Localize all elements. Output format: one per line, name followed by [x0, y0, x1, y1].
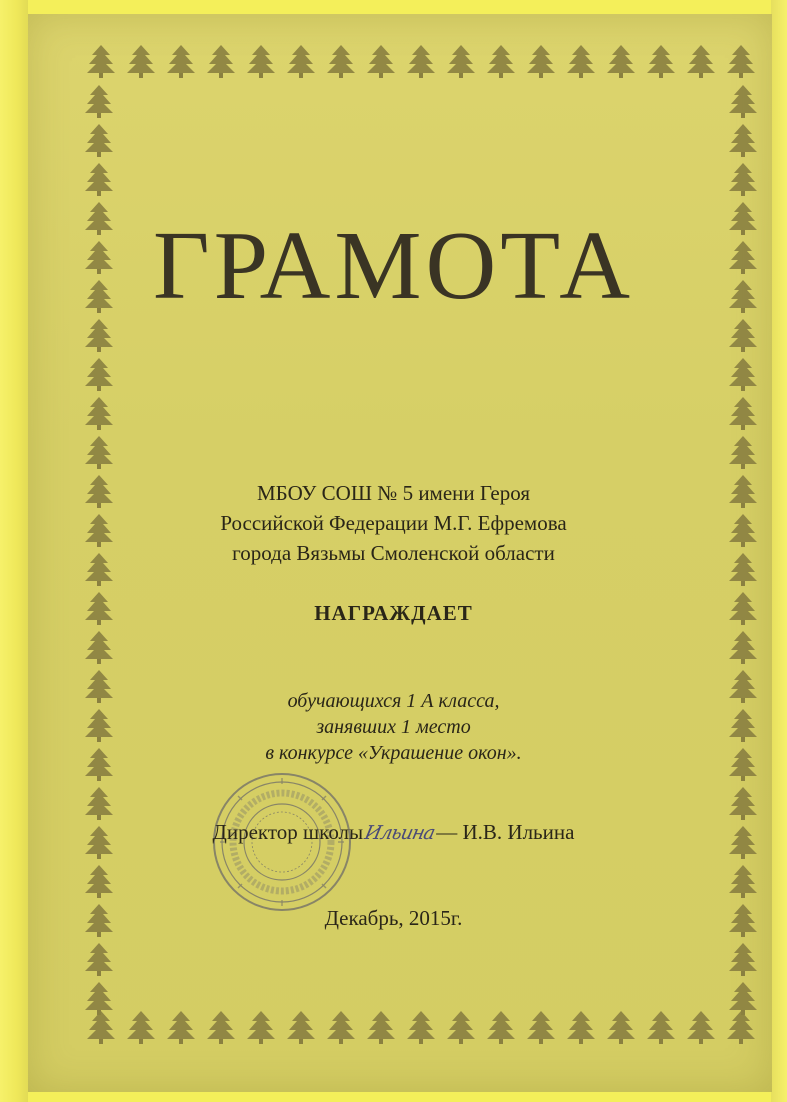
fir-tree-icon — [606, 44, 636, 78]
fir-tree-icon — [726, 44, 756, 78]
fir-tree-icon — [86, 1010, 116, 1044]
fir-tree-icon — [728, 630, 758, 664]
issue-date: Декабрь, 2015г. — [324, 906, 463, 930]
signature-line — [0, 820, 787, 845]
org-line-1: МБОУ СОШ № 5 имени Героя — [256, 481, 531, 505]
fir-tree-icon — [206, 44, 236, 78]
fir-tree-icon — [84, 864, 114, 898]
fir-tree-icon — [566, 1010, 596, 1044]
fir-tree-icon — [606, 1010, 636, 1044]
fir-tree-icon — [86, 44, 116, 78]
fir-tree-icon — [84, 630, 114, 664]
fir-tree-icon — [84, 162, 114, 196]
fir-tree-icon — [84, 123, 114, 157]
signer-name: И.В. Ильина — [462, 820, 575, 844]
fir-tree-icon — [566, 44, 596, 78]
fir-tree-icon — [526, 1010, 556, 1044]
fir-tree-icon — [166, 1010, 196, 1044]
handwritten-signature: Ильина — [362, 822, 437, 844]
fir-tree-icon — [728, 942, 758, 976]
recipient-description — [0, 688, 787, 766]
fir-tree-icon — [728, 162, 758, 196]
fir-tree-icon — [726, 1010, 756, 1044]
fir-tree-icon — [84, 396, 114, 430]
org-line-3: города Вязьмы Смоленской области — [232, 541, 555, 565]
fir-tree-icon — [728, 318, 758, 352]
fir-tree-icon — [686, 44, 716, 78]
recipient-line-3: в конкурсе «Украшение окон». — [265, 742, 522, 764]
fir-tree-icon — [84, 981, 114, 1015]
fir-tree-icon — [286, 44, 316, 78]
fir-tree-icon — [646, 1010, 676, 1044]
fir-tree-icon — [84, 318, 114, 352]
fir-tree-icon — [84, 435, 114, 469]
fir-tree-icon — [126, 44, 156, 78]
signer-role: Директор школы — [212, 820, 364, 844]
fir-tree-icon — [526, 44, 556, 78]
fir-tree-icon — [84, 357, 114, 391]
fir-tree-icon — [84, 942, 114, 976]
fir-tree-icon — [406, 44, 436, 78]
certificate-title: ГРАМОТА — [152, 212, 635, 320]
fir-tree-icon — [728, 981, 758, 1015]
fir-tree-icon — [366, 44, 396, 78]
fir-tree-icon — [406, 1010, 436, 1044]
recipient-line-2: занявших 1 место — [316, 716, 471, 738]
fir-tree-icon — [326, 44, 356, 78]
fir-tree-icon — [246, 1010, 276, 1044]
fir-tree-icon — [286, 1010, 316, 1044]
fir-tree-icon — [326, 1010, 356, 1044]
fir-tree-icon — [728, 396, 758, 430]
fir-tree-icon — [728, 786, 758, 820]
fir-tree-icon — [728, 84, 758, 118]
fir-tree-icon — [84, 84, 114, 118]
fir-tree-icon — [646, 44, 676, 78]
fir-tree-icon — [126, 1010, 156, 1044]
fir-tree-icon — [728, 864, 758, 898]
fir-tree-icon — [446, 1010, 476, 1044]
recipient-line-1: обучающихся 1 А класса, — [287, 690, 500, 712]
signature-dash: — — [436, 820, 458, 844]
fir-tree-icon — [366, 1010, 396, 1044]
fir-tree-icon — [84, 786, 114, 820]
fir-tree-icon — [486, 44, 516, 78]
fir-tree-icon — [246, 44, 276, 78]
org-line-2: Российской Федерации М.Г. Ефремова — [220, 511, 567, 535]
organization-name — [0, 478, 787, 568]
fir-tree-icon — [206, 1010, 236, 1044]
fir-tree-icon — [446, 44, 476, 78]
fir-tree-icon — [728, 435, 758, 469]
awards-heading: НАГРАЖДАЕТ — [314, 601, 473, 625]
fir-tree-icon — [728, 123, 758, 157]
fir-tree-icon — [728, 357, 758, 391]
fir-tree-icon — [686, 1010, 716, 1044]
fir-tree-icon — [486, 1010, 516, 1044]
fir-tree-icon — [166, 44, 196, 78]
